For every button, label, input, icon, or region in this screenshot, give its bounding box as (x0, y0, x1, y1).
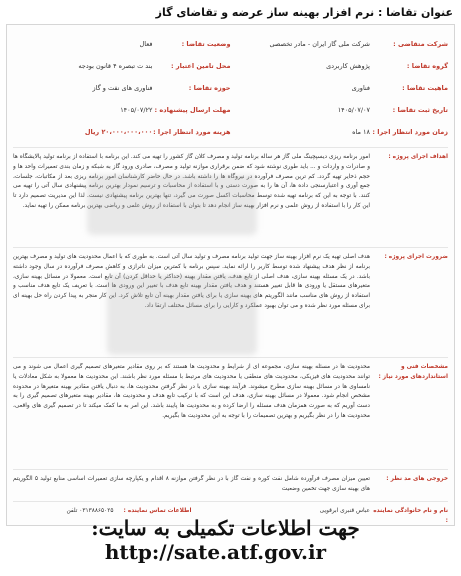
section-label: خروجی های مد نظر : (386, 476, 448, 482)
meta-value: ۱۴۰۵/۰۷/۰۷ (337, 106, 370, 114)
budget-value: ۲۰،۰۰۰،۰۰۰،۰۰۰ ریال (84, 128, 153, 136)
divider (13, 357, 448, 358)
meta-label: هزینه مورد انتظار اجرا : (153, 128, 231, 136)
meta-value: ۱۸ ماه (352, 128, 370, 136)
section-text: تعیین میزان مصرف فرآورده شامل نفت کوره و نفت گاز با در نظر گرفتن موازنه ۸ اقدام و یکپارچه سازی تعمیرات اساسی منابع تولید ۵ الگوریتم های بهینه سازی جهت تخمین وضعیت (13, 476, 370, 492)
tender-card (6, 24, 455, 526)
page-title: عنوان تقاضا : نرم افزار بهینه ساز عرضه و تقاضای گاز (155, 6, 453, 19)
meta-value: ۱۴۰۵/۰۷/۲۲ (120, 106, 153, 114)
meta-label: شرکت متقاضی : (393, 40, 448, 48)
meta-label: ماهیت تقاضا : (402, 84, 448, 92)
section-label: مشخصات فنی و استانداردهای مورد نیاز : (378, 364, 448, 380)
section-text: هدف اصلی تهیه یک نرم افزار بهینه ساز جهت تولید برنامه مصرف و تولید سال آتی است. به طوری که با اعمال محدودیت های تولید و مصرف بهترین برنامه از نظر هدف پیشنهاد شده توسط کاربر را ارائه نماید. سپس برنامه با کمترین میزان ناترازی و کاهش مصرف فرآورده در سال وجود داشته باشد. در یک مسئله بهینه سازی، هدف اصلی از تابع هدف، یافتن مقدار بهینه (حداکثر یا حداقل کردن) آن تابع است. معمولا در مسائل بهینه سازی، متغیرهای مستقل یا ورودی ها قابل تغییر هستند و هدف یافتن مقدار بهینه تابع هدف با تغییر این ورودی ها است. با تعریف یک تابع هدف مناسب و استفاده از روش های مناسب مانند الگوریتم های بهینه سازی یا برای یافتن مقدار بهینه آن تابع تلاش کرد. این کار منجر به پیدا کردن راه حل بهینه ای برای مسئله مورد نظر شده و می توان بهبود عملکرد و کارایی را برای مسائل مختلف ارتقا داد. (13, 254, 370, 309)
meta-label: گروه تقاضا : (406, 62, 448, 70)
divider (13, 147, 448, 148)
footer-info-text: جهت اطلاعات تکمیلی به سایت: (91, 516, 360, 540)
meta-label: زمان مورد انتظار اجرا : (372, 128, 448, 136)
divider (13, 501, 448, 502)
section-label: نام و نام خانوادگی نماینده : (373, 508, 448, 524)
watermark-blur (87, 175, 257, 235)
meta-value: فعال (139, 40, 153, 48)
meta-label: محل تامین اعتبار : (171, 62, 231, 70)
meta-label: مهلت ارسال پیشنهاده : (154, 106, 231, 114)
meta-table (13, 33, 448, 143)
watermark-blur (107, 275, 257, 355)
meta-value: شرکت ملی گاز ایران - مادر تخصصی (269, 40, 370, 48)
meta-row (13, 55, 448, 77)
meta-value: بند ت تبصره ۴ قانون بودجه (78, 62, 153, 70)
meta-label: وضعیت تقاضا : (181, 40, 231, 48)
meta-row (13, 121, 448, 143)
contact-label: اطلاعات تماس نماینده : (123, 508, 192, 514)
representative-name: عباس قنبری ابرقویی (319, 508, 370, 514)
section-text: محدودیت ها در مسئله بهینه سازی، مجموعه ای از شرایط و محدودیت ها هستند که بر روی مقادیر متغیرهای تصمیم گیری اعمال می شوند و می توانند محدودیت های فیزیکی، محدودیت های منطقی یا محدودیت های مرتبط با مسئله مورد نظر باشند. این محدودیت ها معمولا به شکل معادلات یا نامساوی ها در مسائل بهینه سازی مطرح میشوند. فرآیند بهینه سازی با در نظر گرفتن محدودیت ها، به دنبال یافتن مقادیر بهینه متغیرها در محدوده مشخص انجام شود. معمولا در مسائل بهینه سازی، هدف این است که با ترکیب تابع هدف و محدودیت ها، مقادیر بهینه متغیرهای تصمیم گیری را به دست آوریم که به صورت همزمان هدف مسئله را ارضا کرده و به محدودیت ها پایبند باشد. این امر به ما کمک میکند تا در تصمیم گیری های واقعی، محدودیت ها را در نظر بگیریم و بهترین تصمیمات را با توجه به این محدودیت ها بگیریم. (13, 364, 370, 419)
section-text: امور برنامه ریزی دیسپچینگ ملی گاز هر ساله برنامه تولید و مصرف کلان گاز کشور را تهیه می کند. این برنامه با استفاده از برنامه تولید پالایشگاه ها و صادرات و واردات و ... باید طوری نوشته شود که ضمن برقراری موازنه تولید و مصرف، صادری ورود گاز به شبکه و زمان بندی تعمیرات واحد ها و حجم ذخایر تهیه گردد. کم ترین مصرف فرآورده در نیروگاه ها را داشته باشد. در حال حاضر کارشناسان امور برنامه ریزی بعد از مکاتبات، جلسات، جمع آوری و اعتبارسنجی داده ها، آن ها را به صورت دستی و با استفاده از محاسبات و ترسیم نمودار بهترین برنامه پیشنهادی سال آتی را تهیه می کنند. با توجه به این که برنامه تهیه شده توسط محاسبات اکسل صورت می گیرد، تنها بهترین برنامه پیشنهادی نیست. لذا این مدیریت تصمیم دارد تا این کار را با استفاده از روش علمی و نرم افزار بهینه ساز انجام دهد تا بتوان با استفاده از روش علمی و ریاضی بهترین برنامه ممکن را تهیه نماید. (13, 154, 370, 209)
section-label: اهداف اجرای پروژه : (388, 154, 448, 160)
meta-value: فناوری های نفت و گاز (92, 84, 153, 92)
footer-url: http://sate.atf.gov.ir (104, 540, 327, 564)
meta-value: فناوری (351, 84, 370, 92)
meta-row (13, 99, 448, 121)
divider (13, 247, 448, 248)
meta-row (13, 33, 448, 55)
meta-value: پژوهش کاربردی (326, 62, 370, 70)
divider (13, 469, 448, 470)
section-outputs (13, 475, 448, 497)
section-specs (13, 363, 448, 463)
section-label: ضرورت اجرای پروژه : (384, 254, 448, 260)
meta-label: تاریخ ثبت تقاضا : (392, 106, 448, 114)
meta-label: حوزه تقاضا : (188, 84, 231, 92)
meta-row (13, 77, 448, 99)
contact-value: ۰۳۱۳۸۸۶۵۰۲۵ تلفن (66, 508, 114, 514)
